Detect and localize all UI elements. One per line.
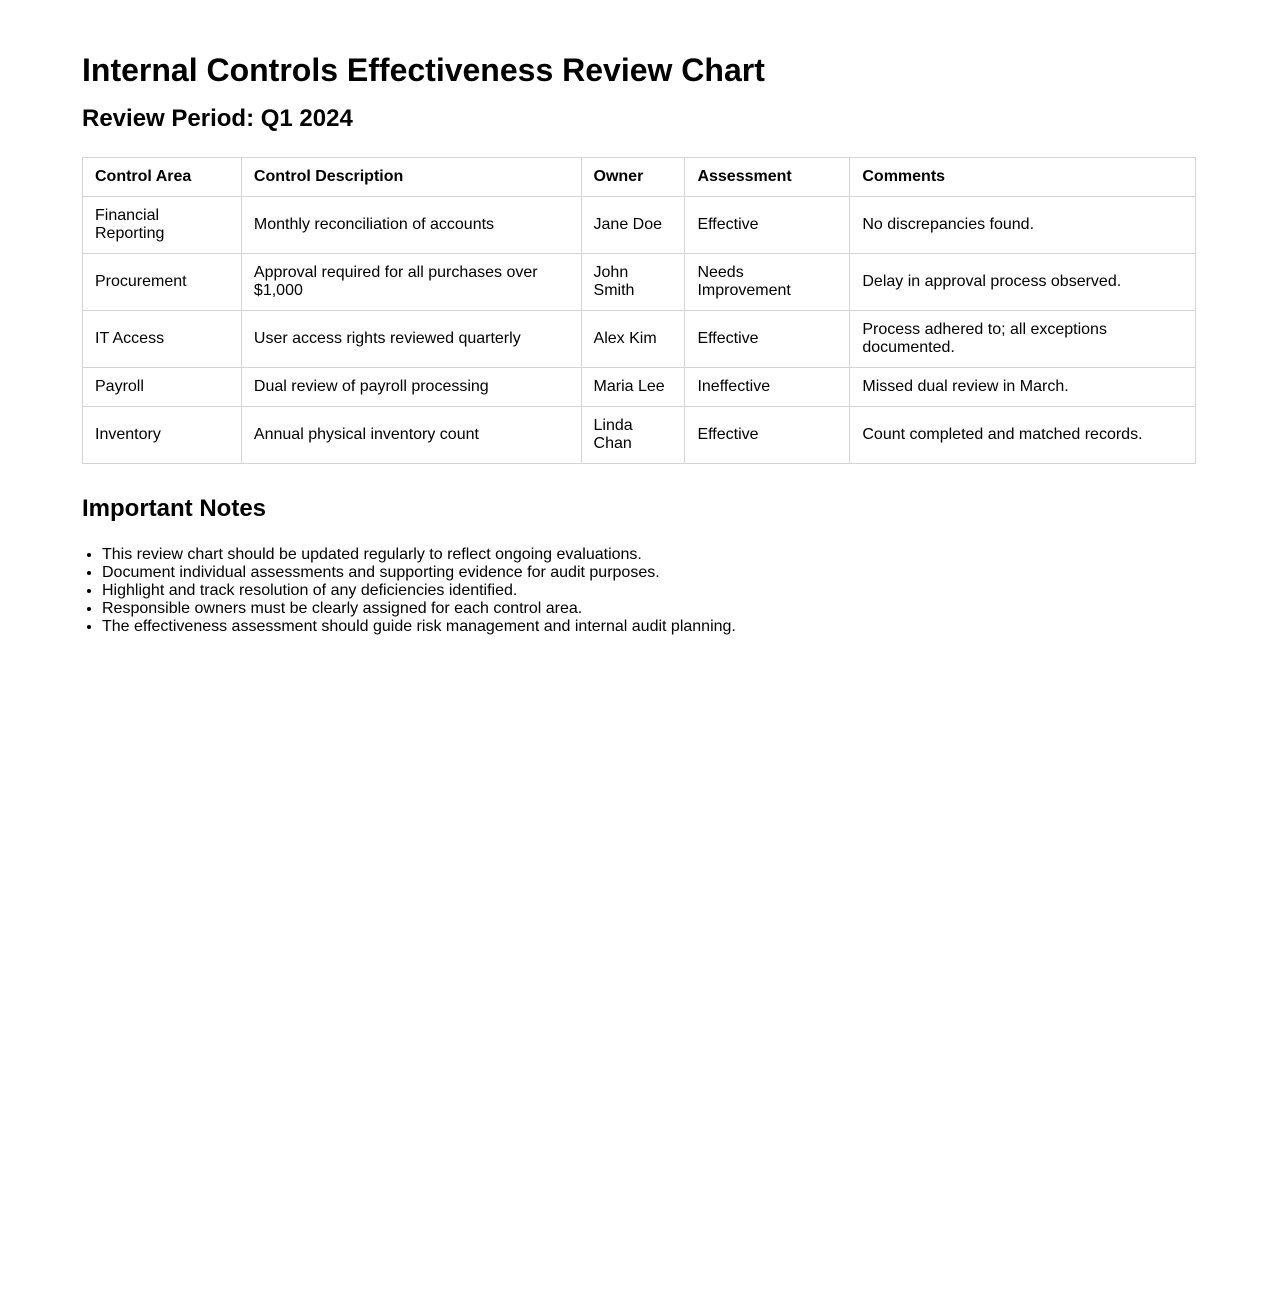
cell-control-description: Annual physical inventory count [241, 407, 581, 464]
document-page [0, 0, 1278, 636]
cell-owner: Maria Lee [581, 368, 685, 407]
page-title: Internal Controls Effectiveness Review Chart [82, 52, 765, 88]
table-row [83, 197, 1196, 254]
cell-owner: Jane Doe [581, 197, 685, 254]
cell-control-area: Payroll [83, 368, 242, 407]
notes-list [82, 546, 1196, 636]
controls-table [82, 157, 1196, 464]
list-item: • Highlight and track resolution of any deficiencies identified. [102, 582, 1196, 600]
cell-assessment: Effective [685, 197, 850, 254]
header-owner: Owner [581, 158, 685, 197]
table-row [83, 311, 1196, 368]
list-item: • Document individual assessments and supporting evidence for audit purposes. [102, 564, 1196, 582]
cell-control-area: Financial Reporting [83, 197, 242, 254]
cell-control-description: Dual review of payroll processing [241, 368, 581, 407]
header-control-description: Control Description [241, 158, 581, 197]
cell-owner: Alex Kim [581, 311, 685, 368]
cell-control-description: User access rights reviewed quarterly [241, 311, 581, 368]
cell-assessment: Needs Improvement [685, 254, 850, 311]
header-comments: Comments [850, 158, 1196, 197]
cell-control-area: Inventory [83, 407, 242, 464]
review-period: Review Period: Q1 2024 [82, 105, 353, 132]
cell-comments: No discrepancies found. [850, 197, 1196, 254]
cell-assessment: Ineffective [685, 368, 850, 407]
cell-owner: Linda Chan [581, 407, 685, 464]
header-control-area: Control Area [83, 158, 242, 197]
cell-comments: Delay in approval process observed. [850, 254, 1196, 311]
cell-control-description: Approval required for all purchases over $1,000 [241, 254, 581, 311]
cell-assessment: Effective [685, 311, 850, 368]
header-assessment: Assessment [685, 158, 850, 197]
cell-assessment: Effective [685, 407, 850, 464]
cell-owner: John Smith [581, 254, 685, 311]
cell-control-area: Procurement [83, 254, 242, 311]
list-item: • The effectiveness assessment should guide risk management and internal audit planning. [102, 618, 1196, 636]
list-item: • Responsible owners must be clearly assigned for each control area. [102, 600, 1196, 618]
list-item: • This review chart should be updated regularly to reflect ongoing evaluations. [102, 546, 1196, 564]
cell-comments: Missed dual review in March. [850, 368, 1196, 407]
table-row [83, 407, 1196, 464]
table-row [83, 368, 1196, 407]
cell-comments: Count completed and matched records. [850, 407, 1196, 464]
table-header-row [83, 158, 1196, 197]
cell-comments: Process adhered to; all exceptions documented. [850, 311, 1196, 368]
cell-control-description: Monthly reconciliation of accounts [241, 197, 581, 254]
table-row [83, 254, 1196, 311]
notes-heading: Important Notes [82, 495, 267, 522]
cell-control-area: IT Access [83, 311, 242, 368]
